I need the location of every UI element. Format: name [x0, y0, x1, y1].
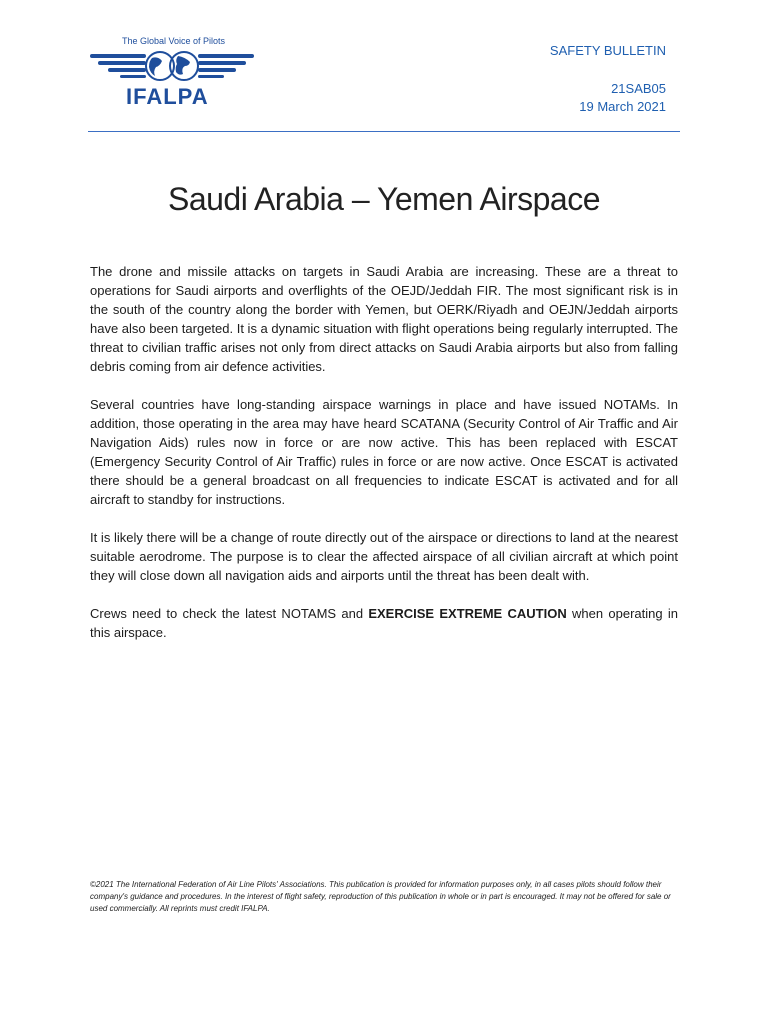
- logo-tagline: The Global Voice of Pilots: [122, 36, 226, 46]
- caution-emphasis: EXERCISE EXTREME CAUTION: [368, 606, 567, 621]
- header-divider: [88, 131, 680, 132]
- paragraph-2: Several countries have long-standing airspace warnings in place and have issued NOTAMs. In addition, those operating in the area may have heard SCATANA (Security Control of Air Traffic and Air Navigation Aids) rules now in force or are now active. This has been replaced with ESCAT (Emergency Security Control of Air Traffic) rules in force or are now active. Once ESCAT is activated there should be a general broadcast on all frequencies to indicate ESCAT is activated and for all aircraft to standby for instructions.: [90, 397, 678, 507]
- bulletin-type: SAFETY BULLETIN: [549, 43, 666, 58]
- logo-wordmark: IFALPA: [126, 84, 209, 109]
- bulletin-date: 19 March 2021: [579, 99, 666, 114]
- page-title: Saudi Arabia – Yemen Airspace: [167, 181, 601, 217]
- paragraph-4-tail: when operating in this airspace.: [90, 606, 679, 640]
- ifalpa-logo: [88, 34, 256, 112]
- paragraph-4-lead: Crews need to check the latest NOTAMS and: [90, 606, 369, 621]
- copyright-footer: ©2021 The International Federation of Air Line Pilots' Associations. This publication is provided for information purposes only, in all cases pilots should follow their company's guidance and procedures. In the interest of flight safety, reproduction of this publication in whole or in part is encouraged. It may not be offered for sale or used commercially. All reprints must credit IFALPA.: [90, 880, 671, 913]
- paragraph-3: It is likely there will be a change of route directly out of the airspace or directions to land at the nearest suitable aerodrome. The purpose is to clear the affected airspace of all civilian aircraft at which point they will close down all navigation aids and airports until the threat has been dealt with.: [90, 530, 678, 583]
- bulletin-body: [90, 262, 678, 661]
- bulletin-header: [550, 42, 666, 116]
- bulletin-reference: 21SAB05: [611, 81, 666, 96]
- paragraph-4: [90, 604, 678, 642]
- paragraph-1: The drone and missile attacks on targets in Saudi Arabia are increasing. These are a threat to operations for Saudi airports and overflights of the OEJD/Jeddah FIR. The most significant risk is in the south of the country along the border with Yemen, but OERK/Riyadh and OEJN/Jeddah airports have also been targeted. It is a dynamic situation with flight operations being regularly interrupted. The threat to civilian traffic arises not only from direct attacks on Saudi Arabia airports but also from falling debris coming from air defence activities.: [90, 264, 678, 374]
- winged-globe-icon: [88, 48, 256, 88]
